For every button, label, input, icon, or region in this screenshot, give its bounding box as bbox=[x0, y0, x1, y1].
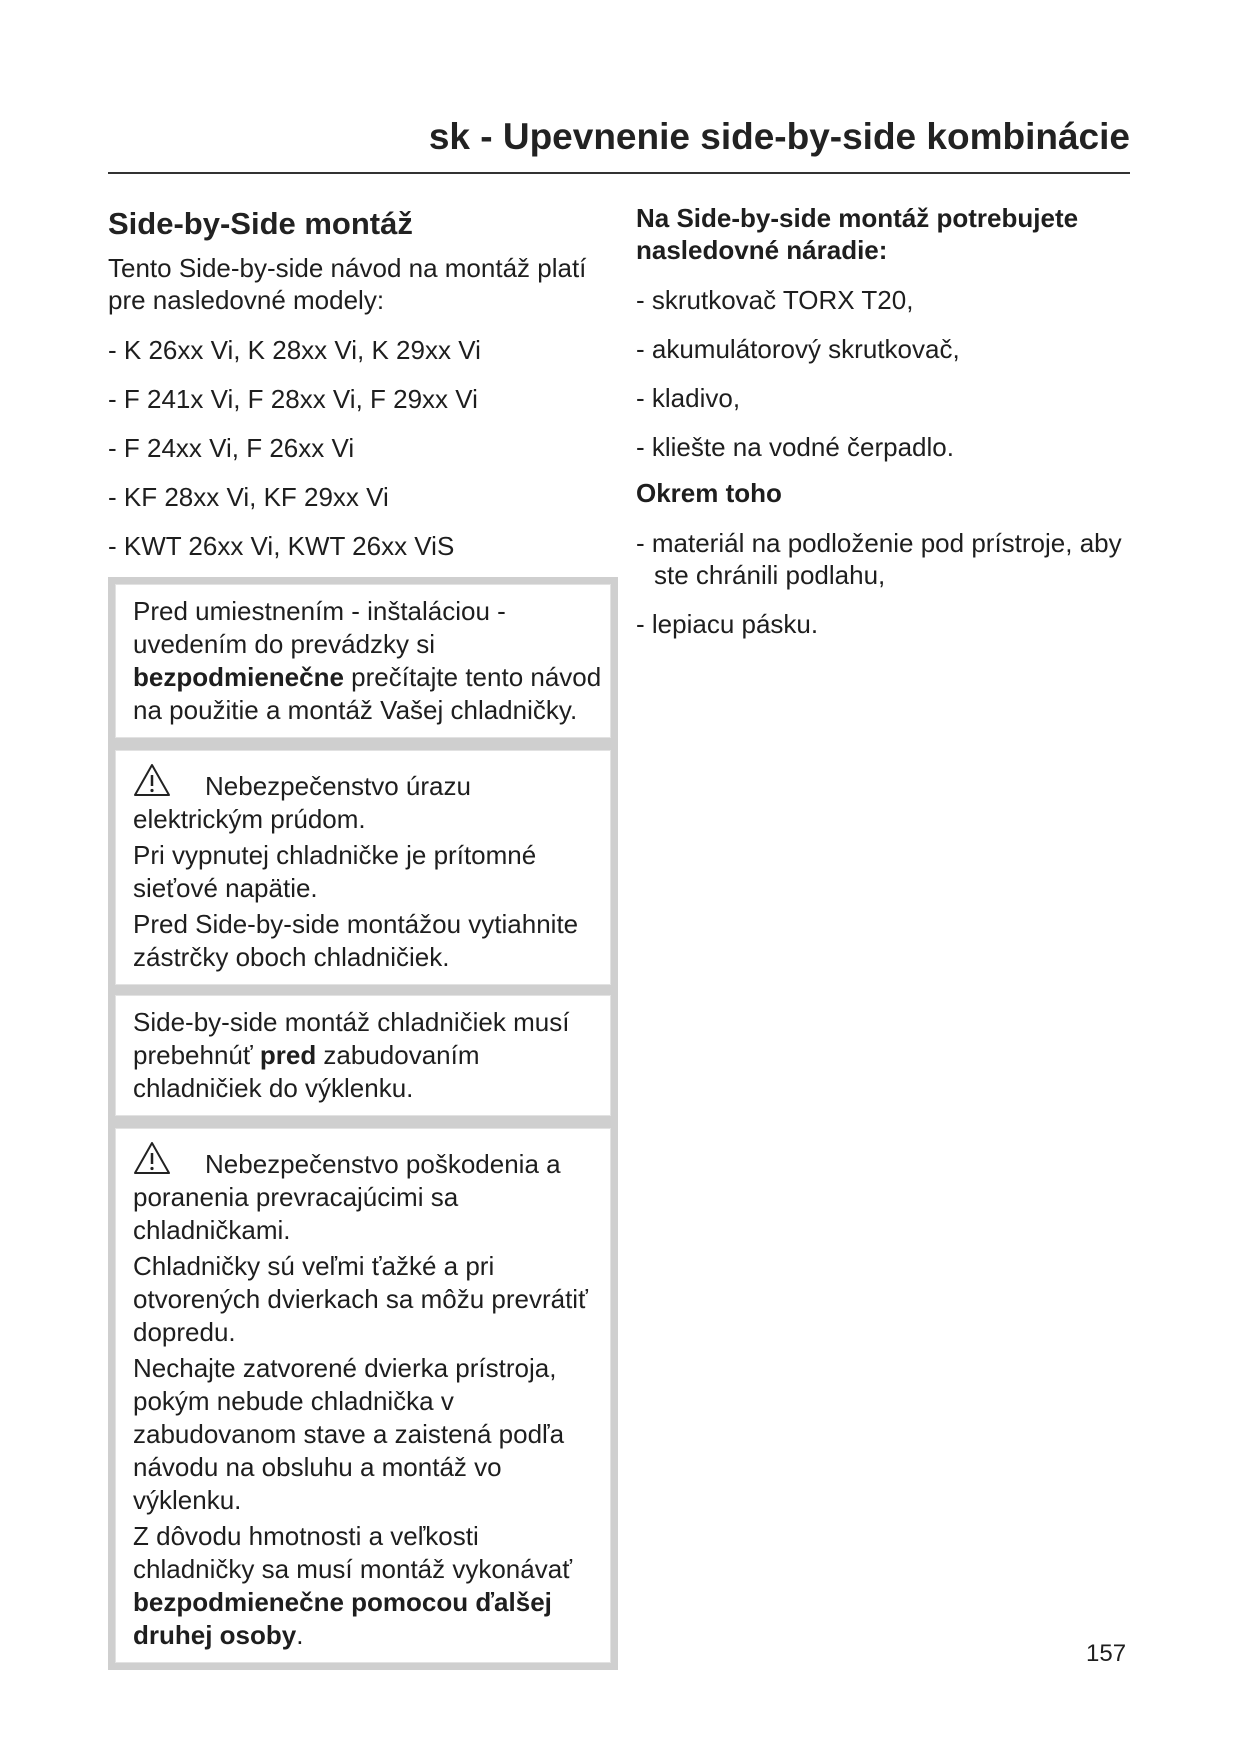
left-column bbox=[108, 200, 608, 562]
model-list-item: - F 24xx Vi, F 26xx Vi bbox=[108, 433, 355, 463]
tool-list-item: - kladivo, bbox=[636, 383, 741, 413]
material-list-item: - materiál na podloženie pod prístroje, aby ste chránili podlahu, bbox=[636, 528, 1122, 590]
model-list-item: - F 241x Vi, F 28xx Vi, F 29xx Vi bbox=[108, 384, 478, 414]
warning-text: Nechajte zatvorené dvierka prístroja, pokým nebude chladnička v zabudovanom stave a zaistená podľa návodu na obsluhu a montáž vo výklenku. bbox=[133, 1353, 565, 1515]
right-column bbox=[636, 200, 1136, 640]
model-list-item: - K 26xx Vi, K 28xx Vi, K 29xx Vi bbox=[108, 335, 481, 365]
header-divider bbox=[108, 172, 1130, 174]
warning-box-tipping bbox=[108, 1121, 618, 1670]
notice-box-before-installation bbox=[108, 988, 618, 1123]
notice-text: Pred umiestnením - inštaláciou - uvedením do prevádzky si bezpodmienečne prečítajte tento návod na použitie a montáž Vašej chladničky. bbox=[133, 596, 602, 725]
page-number: 157 bbox=[1086, 1640, 1127, 1667]
warning-triangle-icon bbox=[133, 1141, 171, 1183]
tool-list-item: - skrutkovač TORX T20, bbox=[636, 285, 914, 315]
model-list-item: - KF 28xx Vi, KF 29xx Vi bbox=[108, 482, 389, 512]
warning-text: Pred Side-by-side montážou vytiahnite zástrčky oboch chladničiek. bbox=[133, 909, 579, 972]
page-title: sk - Upevnenie side-by-side kombinácie bbox=[428, 116, 1130, 157]
warning-text: Chladničky sú veľmi ťažké a pri otvorených dvierkach sa môžu prevrátiť dopredu. bbox=[133, 1251, 588, 1347]
tool-list-item: - kliešte na vodné čerpadlo. bbox=[636, 432, 954, 462]
warning-box-electric-shock bbox=[108, 743, 618, 992]
warning-text: Z dôvodu hmotnosti a veľkosti chladničky sa musí montáž vykonávať bezpodmienečne pomocou ďalšej druhej osoby. bbox=[133, 1521, 572, 1650]
also-heading: Okrem toho bbox=[636, 478, 782, 508]
warning-text: Pri vypnutej chladničke je prítomné sieťové napätie. bbox=[133, 840, 537, 903]
material-list-item: - lepiacu pásku. bbox=[636, 609, 819, 639]
notice-box-read-instructions bbox=[108, 577, 618, 745]
warning-heading: Nebezpečenstvo úrazu elektrickým prúdom. bbox=[133, 771, 471, 834]
tool-list-item: - akumulátorový skrutkovač, bbox=[636, 334, 960, 364]
intro-text: Tento Side-by-side návod na montáž platí pre nasledovné modely: bbox=[108, 253, 587, 315]
tools-heading: Na Side-by-side montáž potrebujete nasledovné náradie: bbox=[636, 203, 1079, 265]
section-title: Side-by-Side montáž bbox=[108, 206, 413, 241]
warning-triangle-icon bbox=[133, 763, 171, 805]
warning-heading: Nebezpečenstvo poškodenia a poranenia prevracajúcimi sa chladničkami. bbox=[133, 1149, 561, 1245]
notice-text: Side-by-side montáž chladničiek musí prebehnúť pred zabudovaním chladničiek do výklenku. bbox=[133, 1007, 570, 1103]
model-list-item: - KWT 26xx Vi, KWT 26xx ViS bbox=[108, 531, 455, 561]
